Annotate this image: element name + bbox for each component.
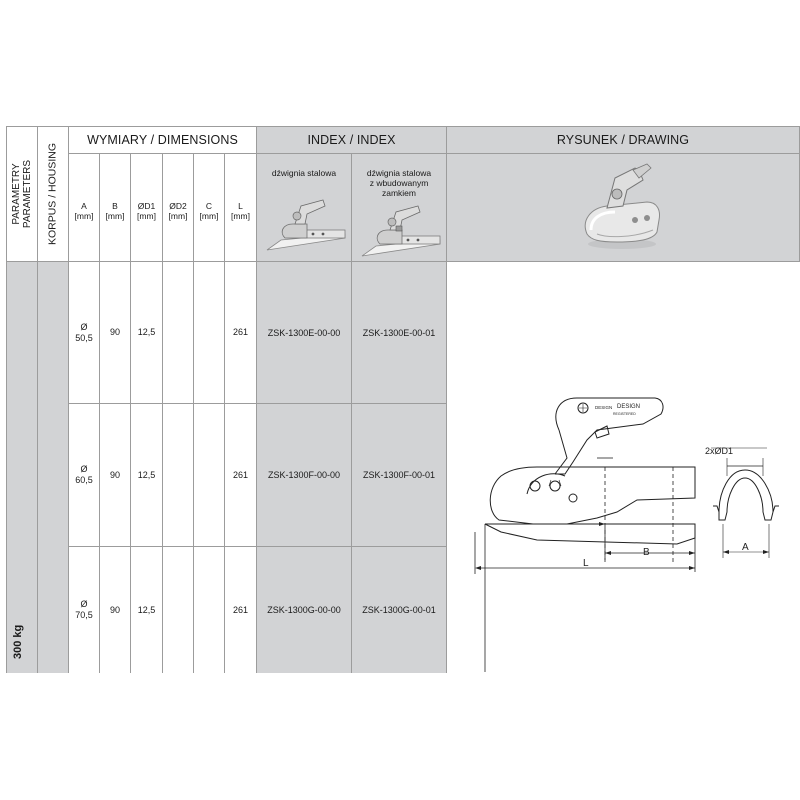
dim-col-l-unit: [mm] bbox=[231, 211, 250, 221]
row2-index1: ZSK-1300F-00-00 bbox=[257, 404, 352, 547]
drawing-label-l: L bbox=[583, 558, 589, 569]
row3-index1: ZSK-1300G-00-00 bbox=[257, 547, 352, 673]
row2-b: 90 bbox=[100, 404, 131, 547]
index-col-lock-line3: zamkiem bbox=[381, 188, 416, 198]
technical-drawing bbox=[447, 262, 800, 673]
housing-header bbox=[38, 127, 69, 262]
row3-index2: ZSK-1300G-00-01 bbox=[352, 547, 447, 673]
index-col-steel-lever-lock bbox=[352, 154, 447, 262]
dim-col-c-label: C bbox=[205, 201, 213, 211]
row2-a-symbol: Ø bbox=[80, 464, 88, 474]
bolt-hole-1 bbox=[530, 481, 540, 491]
product-table bbox=[6, 127, 800, 673]
index-col-steel-lever-lock-label bbox=[352, 168, 446, 198]
row1-index1: ZSK-1300E-00-00 bbox=[257, 262, 352, 404]
index-col-lock-line2: z wbudowanym bbox=[369, 178, 429, 188]
row1-b: 90 bbox=[100, 262, 131, 404]
row3-a-value: 70,5 bbox=[75, 610, 93, 620]
coupling-thumbnail-2 bbox=[356, 198, 446, 262]
drawing-label-b: B bbox=[643, 547, 650, 558]
dim-col-l-label: L bbox=[238, 201, 243, 211]
row2-a bbox=[69, 404, 100, 547]
dim-col-d2 bbox=[163, 154, 194, 262]
parameters-header-text bbox=[11, 160, 33, 228]
row1-d1: 12,5 bbox=[131, 262, 163, 404]
row2-c bbox=[194, 404, 225, 547]
dim-col-d1-unit: [mm] bbox=[137, 211, 156, 221]
row1-a-symbol: Ø bbox=[80, 321, 88, 332]
index-col-steel-lever-label: dźwignia stalowa bbox=[271, 168, 337, 178]
dim-col-a-label: A bbox=[81, 201, 87, 211]
row3-b: 90 bbox=[100, 547, 131, 673]
dim-col-d2-unit: [mm] bbox=[168, 211, 188, 221]
index-header: INDEX / INDEX bbox=[257, 127, 447, 154]
parameters-header bbox=[6, 127, 38, 262]
dim-col-a-unit: [mm] bbox=[74, 211, 94, 221]
housing-cell bbox=[38, 262, 69, 673]
row1-c bbox=[194, 262, 225, 404]
bolt-hole-3 bbox=[569, 494, 577, 502]
coupling-base-outline bbox=[485, 524, 695, 544]
dim-col-b-unit: [mm] bbox=[105, 211, 125, 221]
row3-l: 261 bbox=[225, 547, 257, 673]
dim-col-d1-label: ØD1 bbox=[137, 201, 156, 211]
row1-a-value: 50,5 bbox=[75, 332, 93, 343]
dim-col-b-label: B bbox=[112, 201, 118, 211]
dim-col-c bbox=[194, 154, 225, 262]
parameters-header-line2: PARAMETERS bbox=[22, 159, 33, 229]
drawing-registered-label: REGISTERED bbox=[613, 412, 636, 416]
dim-col-d1 bbox=[131, 154, 163, 262]
row1-l: 261 bbox=[225, 262, 257, 404]
row3-d1: 12,5 bbox=[131, 547, 163, 673]
row2-d1: 12,5 bbox=[131, 404, 163, 547]
index-col-lock-line1: dźwignia stalowa bbox=[366, 168, 432, 178]
row2-d2 bbox=[163, 404, 194, 547]
load-label: 300 kg bbox=[12, 624, 24, 659]
row3-a bbox=[69, 547, 100, 673]
parameters-header-line1: PARAMETRY bbox=[11, 163, 22, 225]
row2-index2: ZSK-1300F-00-01 bbox=[352, 404, 447, 547]
row1-d2 bbox=[163, 262, 194, 404]
drawing-label-d1: 2xØD1 bbox=[705, 446, 734, 456]
dim-col-c-unit: [mm] bbox=[199, 211, 219, 221]
cross-section-outline bbox=[713, 470, 779, 512]
dimensions-header: WYMIARY / DIMENSIONS bbox=[69, 127, 257, 154]
row3-a-symbol: Ø bbox=[80, 599, 88, 609]
bolt-hole-2 bbox=[550, 481, 560, 491]
index-col-steel-lever bbox=[257, 154, 352, 262]
load-cell bbox=[6, 262, 38, 673]
technical-drawing-cell bbox=[447, 262, 800, 673]
coupling-photo bbox=[577, 160, 667, 254]
row2-l: 261 bbox=[225, 404, 257, 547]
dim-col-d2-label: ØD2 bbox=[169, 201, 187, 211]
dim-col-a bbox=[69, 154, 100, 262]
coupling-body-outline bbox=[490, 467, 695, 524]
drawing-design-label: DESIGN bbox=[617, 404, 641, 410]
dim-col-b bbox=[100, 154, 131, 262]
row2-a-value: 60,5 bbox=[75, 475, 93, 485]
drawing-label-a: A bbox=[742, 542, 749, 553]
row3-c bbox=[194, 547, 225, 673]
row1-a bbox=[69, 262, 100, 404]
dim-col-l bbox=[225, 154, 257, 262]
housing-header-text: KORPUS / HOUSING bbox=[46, 142, 59, 246]
drawing-design-text: DESIGN bbox=[595, 405, 613, 410]
row3-d2 bbox=[163, 547, 194, 673]
coupling-thumbnail-1 bbox=[261, 192, 351, 256]
drawing-photo-cell bbox=[447, 154, 800, 262]
drawing-header: RYSUNEK / DRAWING bbox=[447, 127, 800, 154]
row1-index2: ZSK-1300E-00-01 bbox=[352, 262, 447, 404]
